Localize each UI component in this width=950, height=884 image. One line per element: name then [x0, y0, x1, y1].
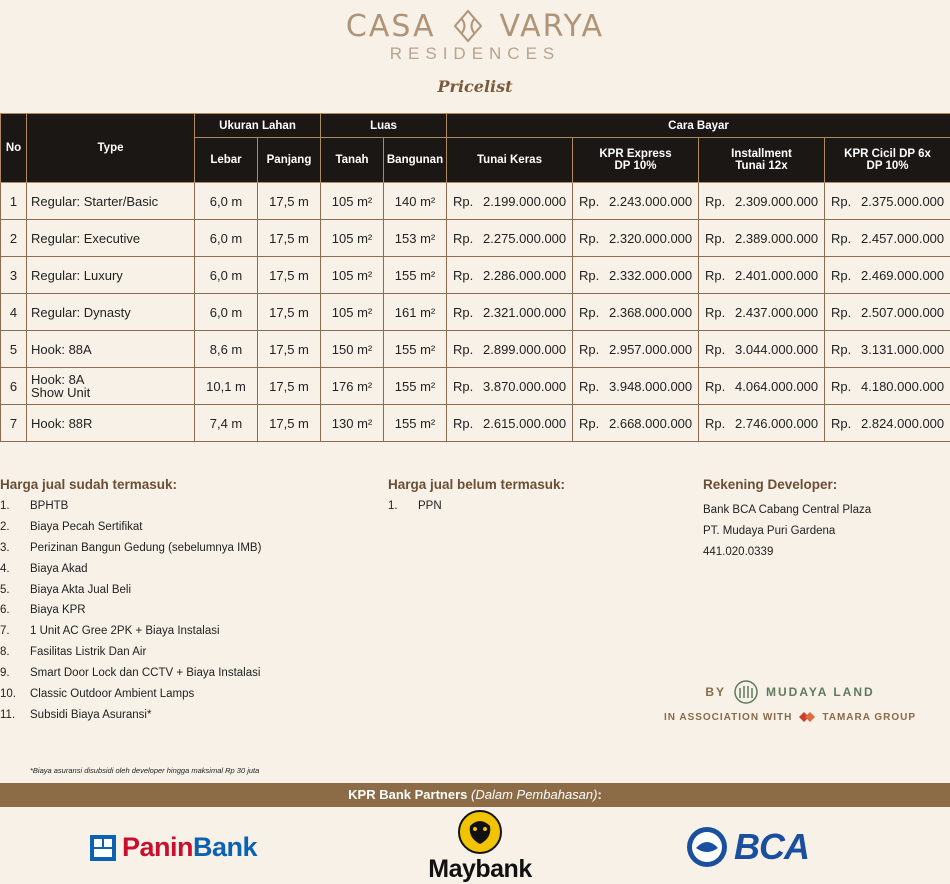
- header-ukuran-lahan: Ukuran Lahan: [195, 114, 321, 138]
- list-item-text: Smart Door Lock dan CCTV + Biaya Instalasi: [30, 667, 260, 688]
- included-title: Harga jual sudah termasuk:: [0, 477, 177, 492]
- row-no: 2: [1, 220, 27, 257]
- list-item-text: Biaya Akta Jual Beli: [30, 584, 131, 605]
- row-no: 6: [1, 368, 27, 405]
- list-item-number: 9.: [0, 667, 30, 688]
- maybank-tiger-icon: [458, 810, 502, 854]
- row-panjang: 17,5 m: [258, 257, 321, 294]
- row-tunai-keras: Rp. 2.899.000.000: [447, 331, 573, 368]
- panin-bank-icon: [90, 835, 116, 861]
- list-item-number: 11.: [0, 709, 30, 730]
- list-item-text: Classic Outdoor Ambient Lamps: [30, 688, 194, 709]
- table-row: [1, 183, 950, 220]
- mudaya-land-logo-icon: [734, 680, 758, 704]
- table-row: [1, 331, 950, 368]
- row-tanah: 150 m²: [321, 331, 384, 368]
- list-item: [0, 646, 261, 667]
- row-no: 4: [1, 294, 27, 331]
- list-item-number: 1.: [0, 500, 30, 521]
- brand-subtitle: RESIDENCES: [0, 44, 950, 64]
- row-panjang: 17,5 m: [258, 368, 321, 405]
- list-item: [0, 584, 261, 605]
- row-tanah: 176 m²: [321, 368, 384, 405]
- row-type: Regular: Dynasty: [27, 294, 195, 331]
- row-kpr-cicil: Rp. 2.507.000.000: [825, 294, 950, 331]
- row-tunai-keras: Rp. 2.615.000.000: [447, 405, 573, 442]
- row-panjang: 17,5 m: [258, 331, 321, 368]
- row-type: Hook: 88R: [27, 405, 195, 442]
- row-installment: Rp. 2.389.000.000: [699, 220, 825, 257]
- header-installment: Installment Tunai 12x: [699, 138, 825, 183]
- row-no: 1: [1, 183, 27, 220]
- kpr-partners-title: KPR Bank Partners: [348, 787, 467, 802]
- developer-account: 441.020.0339: [703, 546, 773, 558]
- row-tunai-keras: Rp. 2.275.000.000: [447, 220, 573, 257]
- kpr-partners-bar: [0, 783, 950, 807]
- row-kpr-express: Rp. 2.957.000.000: [573, 331, 699, 368]
- row-lebar: 6,0 m: [195, 183, 258, 220]
- row-bangunan: 153 m²: [384, 220, 447, 257]
- list-item-text: Perizinan Bangun Gedung (sebelumnya IMB): [30, 542, 261, 563]
- list-item: [0, 563, 261, 584]
- footnote: *Biaya asuransi disubsidi oleh developer hingga maksimal Rp 30 juta: [30, 766, 259, 775]
- page-title: Pricelist: [0, 77, 950, 96]
- header-kpr-cicil: KPR Cicil DP 6x DP 10%: [825, 138, 950, 183]
- kpr-partners-colon: :: [597, 787, 601, 802]
- row-kpr-cicil: Rp. 3.131.000.000: [825, 331, 950, 368]
- row-kpr-cicil: Rp. 2.457.000.000: [825, 220, 950, 257]
- row-kpr-express: Rp. 2.332.000.000: [573, 257, 699, 294]
- row-installment: Rp. 2.309.000.000: [699, 183, 825, 220]
- row-tunai-keras: Rp. 3.870.000.000: [447, 368, 573, 405]
- header-luas: Luas: [321, 114, 447, 138]
- row-bangunan: 155 m²: [384, 405, 447, 442]
- row-no: 5: [1, 331, 27, 368]
- header-bangunan: Bangunan: [384, 138, 447, 183]
- excluded-title: Harga jual belum termasuk:: [388, 477, 565, 492]
- row-panjang: 17,5 m: [258, 220, 321, 257]
- row-kpr-express: Rp. 2.320.000.000: [573, 220, 699, 257]
- row-panjang: 17,5 m: [258, 183, 321, 220]
- row-no: 7: [1, 405, 27, 442]
- partner-name: TAMARA GROUP: [822, 712, 916, 723]
- by-label: BY: [705, 685, 726, 699]
- list-item-text: 1 Unit AC Gree 2PK + Biaya Instalasi: [30, 625, 220, 646]
- row-panjang: 17,5 m: [258, 405, 321, 442]
- header-no: No: [1, 114, 27, 183]
- row-bangunan: 155 m²: [384, 257, 447, 294]
- table-row: [1, 257, 950, 294]
- header-cara-bayar: Cara Bayar: [447, 114, 950, 138]
- row-kpr-cicil: Rp. 4.180.000.000: [825, 368, 950, 405]
- list-item-number: 5.: [0, 584, 30, 605]
- panin-bank-logo: PaninBank: [90, 832, 257, 863]
- list-item-number: 1.: [388, 500, 418, 521]
- row-lebar: 6,0 m: [195, 257, 258, 294]
- row-tanah: 105 m²: [321, 183, 384, 220]
- tamara-group-logo-icon: [797, 710, 817, 724]
- row-type: Hook: 8A Show Unit: [27, 368, 195, 405]
- row-tunai-keras: Rp. 2.199.000.000: [447, 183, 573, 220]
- list-item-text: Biaya Akad: [30, 563, 88, 584]
- header-panjang: Panjang: [258, 138, 321, 183]
- row-bangunan: 140 m²: [384, 183, 447, 220]
- row-lebar: 10,1 m: [195, 368, 258, 405]
- row-bangunan: 161 m²: [384, 294, 447, 331]
- list-item: [0, 625, 261, 646]
- row-panjang: 17,5 m: [258, 294, 321, 331]
- row-tanah: 105 m²: [321, 294, 384, 331]
- row-tanah: 105 m²: [321, 257, 384, 294]
- row-tunai-keras: Rp. 2.286.000.000: [447, 257, 573, 294]
- bca-emblem-icon: [686, 826, 728, 868]
- row-tanah: 130 m²: [321, 405, 384, 442]
- table-row: [1, 368, 950, 405]
- list-item: [0, 500, 261, 521]
- table-row: [1, 220, 950, 257]
- excluded-list: [388, 500, 442, 521]
- row-type: Regular: Executive: [27, 220, 195, 257]
- row-tunai-keras: Rp. 2.321.000.000: [447, 294, 573, 331]
- brand-word-left: CASA: [346, 9, 436, 44]
- list-item-text: PPN: [418, 500, 442, 521]
- list-item-text: Fasilitas Listrik Dan Air: [30, 646, 146, 667]
- in-association-label: IN ASSOCIATION WITH: [664, 712, 792, 723]
- header-type: Type: [27, 114, 195, 183]
- list-item-text: Subsidi Biaya Asuransi*: [30, 709, 151, 730]
- price-table: [0, 113, 950, 442]
- list-item-number: 2.: [0, 521, 30, 542]
- included-list: [0, 500, 261, 730]
- list-item-number: 7.: [0, 625, 30, 646]
- row-lebar: 6,0 m: [195, 220, 258, 257]
- row-kpr-express: Rp. 2.243.000.000: [573, 183, 699, 220]
- association-block: [660, 680, 920, 724]
- developer-bank: Bank BCA Cabang Central Plaza: [703, 504, 871, 516]
- list-item: [388, 500, 442, 521]
- maybank-wordmark: Maybank: [418, 855, 542, 884]
- row-no: 3: [1, 257, 27, 294]
- bca-wordmark: BCA: [734, 826, 809, 868]
- list-item-number: 10.: [0, 688, 30, 709]
- row-kpr-cicil: Rp. 2.824.000.000: [825, 405, 950, 442]
- developer-name: MUDAYA LAND: [766, 685, 875, 699]
- row-type: Regular: Luxury: [27, 257, 195, 294]
- header-kpr-express: KPR Express DP 10%: [573, 138, 699, 183]
- list-item: [0, 521, 261, 542]
- list-item-number: 4.: [0, 563, 30, 584]
- row-installment: Rp. 3.044.000.000: [699, 331, 825, 368]
- list-item-number: 3.: [0, 542, 30, 563]
- row-tanah: 105 m²: [321, 220, 384, 257]
- table-row: [1, 405, 950, 442]
- row-bangunan: 155 m²: [384, 331, 447, 368]
- developer-title: Rekening Developer:: [703, 477, 837, 492]
- list-item-number: 6.: [0, 604, 30, 625]
- header-tanah: Tanah: [321, 138, 384, 183]
- row-lebar: 7,4 m: [195, 405, 258, 442]
- row-installment: Rp. 2.401.000.000: [699, 257, 825, 294]
- developer-company: PT. Mudaya Puri Gardena: [703, 525, 835, 537]
- list-item: [0, 542, 261, 563]
- bca-logo: [686, 826, 809, 868]
- row-kpr-express: Rp. 2.668.000.000: [573, 405, 699, 442]
- maybank-logo: [418, 810, 542, 884]
- row-kpr-cicil: Rp. 2.469.000.000: [825, 257, 950, 294]
- list-item: [0, 688, 261, 709]
- row-bangunan: 155 m²: [384, 368, 447, 405]
- header-lebar: Lebar: [195, 138, 258, 183]
- row-kpr-cicil: Rp. 2.375.000.000: [825, 183, 950, 220]
- row-installment: Rp. 4.064.000.000: [699, 368, 825, 405]
- kpr-partners-subtitle: (Dalam Pembahasan): [471, 787, 597, 802]
- list-item-text: Biaya KPR: [30, 604, 86, 625]
- row-installment: Rp. 2.437.000.000: [699, 294, 825, 331]
- row-lebar: 6,0 m: [195, 294, 258, 331]
- row-lebar: 8,6 m: [195, 331, 258, 368]
- list-item-text: BPHTB: [30, 500, 68, 521]
- row-type: Hook: 88A: [27, 331, 195, 368]
- row-installment: Rp. 2.746.000.000: [699, 405, 825, 442]
- list-item-number: 8.: [0, 646, 30, 667]
- list-item: [0, 667, 261, 688]
- brand-emblem-icon: [450, 8, 486, 44]
- list-item: [0, 604, 261, 625]
- table-row: [1, 294, 950, 331]
- row-kpr-express: Rp. 3.948.000.000: [573, 368, 699, 405]
- brand-logo: [0, 6, 950, 46]
- list-item-text: Biaya Pecah Sertifikat: [30, 521, 143, 542]
- row-kpr-express: Rp. 2.368.000.000: [573, 294, 699, 331]
- brand-word-right: VARYA: [500, 9, 605, 44]
- list-item: [0, 709, 261, 730]
- header-tunai-keras: Tunai Keras: [447, 138, 573, 183]
- row-type: Regular: Starter/Basic: [27, 183, 195, 220]
